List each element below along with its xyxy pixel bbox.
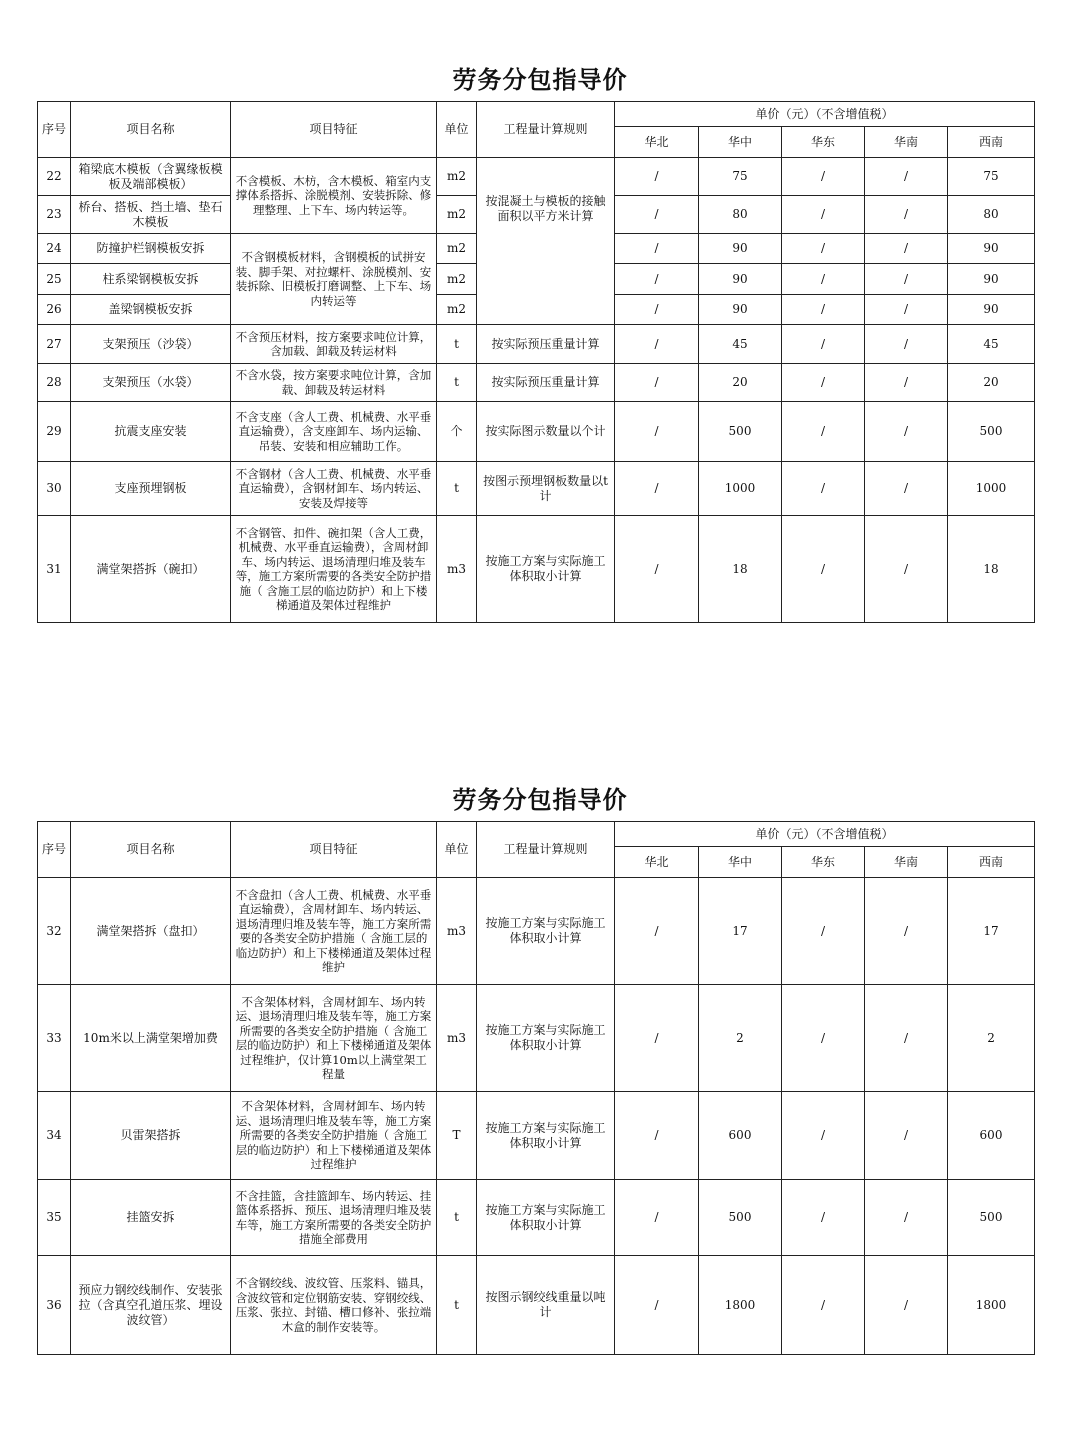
name-cell: 满堂架搭拆（盘扣）	[71, 878, 231, 985]
price-cell: 2	[948, 985, 1035, 1092]
unit-cell: t	[437, 1180, 477, 1256]
header-region: 西南	[948, 847, 1035, 878]
name-cell: 支架预压（沙袋）	[71, 325, 231, 364]
price-cell: /	[865, 158, 948, 196]
unit-cell: m3	[437, 516, 477, 623]
page-title: 劳务分包指导价	[452, 65, 628, 94]
price-cell: /	[615, 158, 699, 196]
seq-cell: 23	[38, 196, 71, 234]
feature-cell: 不含钢绞线、波纹管、压浆料、锚具，含波纹管和定位钢筋安装、穿钢绞线、压浆、张拉、封锚、槽口修补、张拉端木盒的制作安装等。	[231, 1256, 437, 1355]
feature-cell: 不含盘扣（含人工费、机械费、水平垂直运输费），含周材卸车、场内转运、退场清理归堆及装车等，施工方案所需要的各类安全防护措施（ 含施工层的临边防护）和上下楼梯通道及架体过程维护	[231, 878, 437, 985]
price-cell: 17	[699, 878, 782, 985]
price-cell: 17	[948, 878, 1035, 985]
table-row	[38, 878, 1035, 985]
price-cell: 600	[699, 1092, 782, 1180]
price-cell: 500	[948, 1180, 1035, 1256]
price-table-2	[37, 821, 1035, 1355]
seq-cell: 33	[38, 985, 71, 1092]
name-cell: 满堂架搭拆（碗扣）	[71, 516, 231, 623]
header-rule: 工程量计算规则	[477, 822, 615, 878]
rule-cell: 按混凝土与模板的接触面积以平方米计算	[477, 158, 615, 325]
table-row	[38, 1180, 1035, 1256]
price-cell: 500	[699, 1180, 782, 1256]
feature-cell: 不含架体材料，含周材卸车、场内转运、退场清理归堆及装车等，施工方案所需要的各类安全防护措施（ 含施工层的临边防护）和上下楼梯通道及架体过程维护，仅计算10m以上满堂架工程量	[231, 985, 437, 1092]
unit-cell: m3	[437, 985, 477, 1092]
price-cell: 75	[699, 158, 782, 196]
table-row	[38, 462, 1035, 516]
header-region: 华中	[699, 847, 782, 878]
price-cell: /	[865, 295, 948, 325]
price-cell: 90	[699, 234, 782, 264]
price-cell: 1800	[699, 1256, 782, 1355]
seq-cell: 26	[38, 295, 71, 325]
header-region: 华北	[615, 127, 699, 158]
seq-cell: 29	[38, 402, 71, 462]
price-cell: /	[782, 196, 865, 234]
price-cell: 80	[699, 196, 782, 234]
seq-cell: 22	[38, 158, 71, 196]
header-region: 华南	[865, 847, 948, 878]
unit-cell: T	[437, 1092, 477, 1180]
feature-cell: 不含架体材料，含周材卸车、场内转运、退场清理归堆及装车等，施工方案所需要的各类安全防护措施（ 含施工层的临边防护）和上下楼梯通道及架体过程维护	[231, 1092, 437, 1180]
price-cell: /	[615, 402, 699, 462]
price-cell: /	[782, 516, 865, 623]
header-name: 项目名称	[71, 102, 231, 158]
name-cell: 挂篮安拆	[71, 1180, 231, 1256]
price-cell: 500	[699, 402, 782, 462]
unit-cell: m2	[437, 234, 477, 264]
price-cell: /	[865, 234, 948, 264]
price-cell: /	[782, 1256, 865, 1355]
unit-cell: 个	[437, 402, 477, 462]
header-unit: 单位	[437, 822, 477, 878]
price-cell: /	[865, 1092, 948, 1180]
price-cell: /	[782, 325, 865, 364]
page-title: 劳务分包指导价	[452, 785, 628, 814]
price-cell: 18	[699, 516, 782, 623]
unit-cell: m2	[437, 295, 477, 325]
price-cell: /	[782, 364, 865, 402]
price-cell: /	[615, 462, 699, 516]
price-cell: /	[865, 264, 948, 295]
price-cell: /	[865, 402, 948, 462]
rule-cell: 按实际预压重量计算	[477, 364, 615, 402]
table-row	[38, 516, 1035, 623]
table-row	[38, 1256, 1035, 1355]
seq-cell: 25	[38, 264, 71, 295]
price-cell: /	[865, 196, 948, 234]
price-cell: 90	[699, 295, 782, 325]
rule-cell: 按施工方案与实际施工体积取小计算	[477, 985, 615, 1092]
rule-cell: 按施工方案与实际施工体积取小计算	[477, 1092, 615, 1180]
price-cell: 45	[699, 325, 782, 364]
price-cell: 90	[699, 264, 782, 295]
price-cell: /	[615, 985, 699, 1092]
price-cell: 18	[948, 516, 1035, 623]
header-seq: 序号	[38, 822, 71, 878]
header-unit: 单位	[437, 102, 477, 158]
header-seq: 序号	[38, 102, 71, 158]
header-name: 项目名称	[71, 822, 231, 878]
name-cell: 桥台、搭板、挡土墙、垫石木模板	[71, 196, 231, 234]
price-cell: /	[865, 516, 948, 623]
price-cell: /	[782, 1092, 865, 1180]
price-cell: /	[615, 295, 699, 325]
name-cell: 防撞护栏钢模板安拆	[71, 234, 231, 264]
seq-cell: 34	[38, 1092, 71, 1180]
seq-cell: 31	[38, 516, 71, 623]
price-cell: /	[865, 364, 948, 402]
name-cell: 盖梁钢模板安拆	[71, 295, 231, 325]
price-cell: 20	[699, 364, 782, 402]
unit-cell: m2	[437, 158, 477, 196]
header-region: 华南	[865, 127, 948, 158]
header-region: 西南	[948, 127, 1035, 158]
seq-cell: 30	[38, 462, 71, 516]
price-cell: /	[615, 264, 699, 295]
table-row	[38, 158, 1035, 196]
price-cell: 90	[948, 295, 1035, 325]
table-row	[38, 364, 1035, 402]
name-cell: 抗震支座安装	[71, 402, 231, 462]
price-cell: /	[782, 985, 865, 1092]
price-cell: 1000	[948, 462, 1035, 516]
header-feature: 项目特征	[231, 822, 437, 878]
price-cell: /	[865, 462, 948, 516]
price-cell: /	[615, 364, 699, 402]
feature-cell: 不含支座（含人工费、机械费、水平垂直运输费），含支座卸车、场内运输、吊装、安装和相应辅助工作。	[231, 402, 437, 462]
unit-cell: t	[437, 462, 477, 516]
price-cell: /	[865, 878, 948, 985]
price-cell: 1800	[948, 1256, 1035, 1355]
header-price-group: 单价（元）（不含增值税）	[615, 822, 1035, 847]
rule-cell: 按实际预压重量计算	[477, 325, 615, 364]
seq-cell: 36	[38, 1256, 71, 1355]
header-region: 华北	[615, 847, 699, 878]
rule-cell: 按施工方案与实际施工体积取小计算	[477, 878, 615, 985]
unit-cell: m3	[437, 878, 477, 985]
name-cell: 预应力钢绞线制作、安装张拉（含真空孔道压浆、埋设波纹管）	[71, 1256, 231, 1355]
unit-cell: t	[437, 1256, 477, 1355]
feature-cell: 不含模板、木枋，含木模板、箱室内支撑体系搭拆、涂脱模剂、安装拆除、修理整理、上下车、场内转运等。	[231, 158, 437, 234]
price-cell: /	[782, 295, 865, 325]
feature-cell: 不含水袋，按方案要求吨位计算，含加载、卸载及转运材料	[231, 364, 437, 402]
name-cell: 柱系梁钢模板安拆	[71, 264, 231, 295]
name-cell: 10m米以上满堂架增加费	[71, 985, 231, 1092]
price-cell: /	[782, 234, 865, 264]
price-cell: /	[865, 985, 948, 1092]
price-cell: 90	[948, 264, 1035, 295]
price-cell: /	[615, 878, 699, 985]
table-row	[38, 985, 1035, 1092]
price-table-1	[37, 101, 1035, 623]
seq-cell: 32	[38, 878, 71, 985]
rule-cell: 按施工方案与实际施工体积取小计算	[477, 1180, 615, 1256]
unit-cell: m2	[437, 264, 477, 295]
price-cell: /	[865, 1256, 948, 1355]
price-cell: 80	[948, 196, 1035, 234]
seq-cell: 35	[38, 1180, 71, 1256]
price-cell: 600	[948, 1092, 1035, 1180]
header-region: 华东	[782, 127, 865, 158]
seq-cell: 24	[38, 234, 71, 264]
header-rule: 工程量计算规则	[477, 102, 615, 158]
price-cell: /	[615, 196, 699, 234]
price-cell: /	[782, 462, 865, 516]
name-cell: 支架预压（水袋）	[71, 364, 231, 402]
price-cell: 20	[948, 364, 1035, 402]
header-feature: 项目特征	[231, 102, 437, 158]
rule-cell: 按图示预埋钢板数量以t计	[477, 462, 615, 516]
price-cell: /	[865, 1180, 948, 1256]
feature-cell: 不含挂篮，含挂篮卸车、场内转运、挂篮体系搭拆、预压、退场清理归堆及装车等，施工方案所需要的各类安全防护措施全部费用	[231, 1180, 437, 1256]
rule-cell: 按实际图示数量以个计	[477, 402, 615, 462]
price-cell: /	[782, 1180, 865, 1256]
table-row	[38, 402, 1035, 462]
price-cell: /	[615, 234, 699, 264]
seq-cell: 27	[38, 325, 71, 364]
table-row	[38, 325, 1035, 364]
price-cell: /	[782, 264, 865, 295]
rule-cell: 按施工方案与实际施工体积取小计算	[477, 516, 615, 623]
price-cell: /	[615, 325, 699, 364]
price-cell: 45	[948, 325, 1035, 364]
table-row	[38, 1092, 1035, 1180]
header-region: 华东	[782, 847, 865, 878]
price-cell: /	[615, 1092, 699, 1180]
price-cell: 75	[948, 158, 1035, 196]
header-price-group: 单价（元）（不含增值税）	[615, 102, 1035, 127]
price-cell: /	[782, 158, 865, 196]
feature-cell: 不含钢模板材料，含钢模板的试拼安装、脚手架、对拉螺杆、涂脱模剂、安装拆除、旧模板打磨调整、上下车、场内转运等	[231, 234, 437, 325]
header-region: 华中	[699, 127, 782, 158]
name-cell: 支座预埋钢板	[71, 462, 231, 516]
rule-cell: 按图示钢绞线重量以吨计	[477, 1256, 615, 1355]
price-cell: /	[615, 1180, 699, 1256]
price-cell: 1000	[699, 462, 782, 516]
feature-cell: 不含预压材料，按方案要求吨位计算，含加载、卸载及转运材料	[231, 325, 437, 364]
name-cell: 箱梁底木模板（含翼缘板模板及端部模板）	[71, 158, 231, 196]
unit-cell: t	[437, 325, 477, 364]
price-cell: /	[865, 325, 948, 364]
price-cell: 2	[699, 985, 782, 1092]
price-cell: /	[615, 1256, 699, 1355]
price-cell: /	[615, 516, 699, 623]
feature-cell: 不含钢管、扣件、碗扣架（含人工费，机械费、水平垂直运输费），含周材卸车、场内转运、退场清理归堆及装车等，施工方案所需要的各类安全防护措施（ 含施工层的临边防护）和上下楼梯通道及架体过程维护	[231, 516, 437, 623]
price-cell: /	[782, 878, 865, 985]
unit-cell: m2	[437, 196, 477, 234]
name-cell: 贝雷架搭拆	[71, 1092, 231, 1180]
price-cell: /	[782, 402, 865, 462]
unit-cell: t	[437, 364, 477, 402]
price-cell: 90	[948, 234, 1035, 264]
feature-cell: 不含钢材（含人工费、机械费、水平垂直运输费），含钢材卸车、场内转运、安装及焊接等	[231, 462, 437, 516]
price-cell: 500	[948, 402, 1035, 462]
seq-cell: 28	[38, 364, 71, 402]
